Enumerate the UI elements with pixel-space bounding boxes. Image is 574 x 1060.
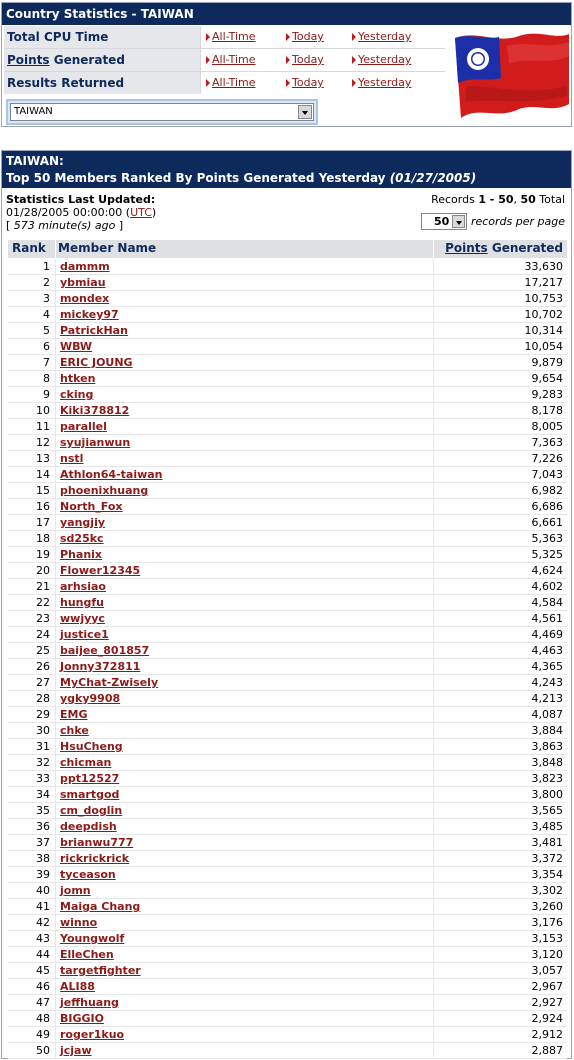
points-cell: 4,469 (531, 628, 563, 641)
member-name-link[interactable]: sd25kc (60, 532, 104, 545)
member-name-link[interactable]: HsuCheng (60, 740, 123, 753)
chevron-down-icon[interactable] (298, 105, 312, 119)
points-cell: 4,602 (531, 580, 563, 593)
member-name-link[interactable]: wwjyyc (60, 612, 105, 625)
rank-cell: 37 (36, 836, 50, 849)
member-name-link[interactable]: jeffhuang (60, 996, 119, 1009)
country-select-value: TAIWAN (14, 106, 53, 117)
points-yesterday-link[interactable]: Yesterday (350, 49, 411, 71)
records-per-page (421, 213, 565, 231)
member-name-link[interactable]: MyChat-Zwisely (60, 676, 159, 689)
table-row (8, 627, 567, 643)
table-row (8, 1027, 567, 1043)
ranking-table-body (8, 259, 567, 1059)
member-name-link[interactable]: ALI88 (60, 980, 95, 993)
cpu-time-yesterday-link[interactable]: Yesterday (350, 26, 411, 48)
table-row (8, 563, 567, 579)
ranking-heading-country: TAIWAN: (6, 154, 64, 168)
member-name-link[interactable]: Maiga Chang (60, 900, 141, 913)
rank-cell: 7 (43, 356, 50, 369)
rank-cell: 31 (36, 740, 50, 753)
table-row (8, 851, 567, 867)
points-cell: 7,363 (531, 436, 563, 449)
rank-cell: 5 (43, 324, 50, 337)
points-sort-link[interactable]: Points (445, 241, 488, 255)
rank-cell: 3 (43, 292, 50, 305)
member-name-link[interactable]: North_Fox (60, 500, 123, 513)
points-cell: 2,887 (531, 1044, 563, 1057)
points-cell: 3,863 (531, 740, 563, 753)
rank-cell: 1 (43, 260, 50, 273)
table-row (8, 819, 567, 835)
table-row (8, 915, 567, 931)
points-cell: 3,176 (531, 916, 563, 929)
points-cell: 9,654 (531, 372, 563, 385)
points-cell: 3,800 (531, 788, 563, 801)
rank-cell: 38 (36, 852, 50, 865)
member-name-link[interactable]: nstl (60, 452, 84, 465)
points-cell: 6,686 (531, 500, 563, 513)
table-row (8, 451, 567, 467)
points-cell: 4,463 (531, 644, 563, 657)
points-cell: 4,365 (531, 660, 563, 673)
table-row (8, 387, 567, 403)
member-name-link[interactable]: phoenixhuang (60, 484, 149, 497)
member-name-link[interactable]: cking (60, 388, 94, 401)
points-cell: 5,363 (531, 532, 563, 545)
points-cell: 3,354 (531, 868, 563, 881)
points-cell: 2,967 (531, 980, 563, 993)
points-cell: 7,226 (531, 452, 563, 465)
points-cell: 3,120 (531, 948, 563, 961)
member-name-link[interactable]: Athlon64-taiwan (60, 468, 163, 481)
rank-cell: 33 (36, 772, 50, 785)
table-row (8, 259, 567, 275)
member-name-link[interactable]: baijee_801857 (60, 644, 150, 657)
member-name-link[interactable]: targetfighter (60, 964, 141, 977)
country-statistics-panel (1, 2, 572, 127)
member-name-link[interactable]: justice1 (60, 628, 109, 641)
rank-cell: 36 (36, 820, 50, 833)
table-row (8, 691, 567, 707)
member-name-link[interactable]: EMG (60, 708, 88, 721)
table-row (8, 979, 567, 995)
stat-label-cpu-time: Total CPU Time (4, 26, 200, 48)
rank-cell: 13 (36, 452, 50, 465)
cpu-time-all-time-link[interactable]: All-Time (204, 26, 256, 48)
table-row (8, 291, 567, 307)
table-row (8, 323, 567, 339)
member-name-link[interactable]: chicman (60, 756, 112, 769)
table-row (8, 515, 567, 531)
table-row (8, 883, 567, 899)
column-header-member-name: Member Name (58, 241, 157, 255)
points-cell: 3,153 (531, 932, 563, 945)
ranking-heading-date: (01/27/2005) (389, 171, 477, 185)
points-cell: 6,982 (531, 484, 563, 497)
country-select[interactable] (10, 103, 314, 121)
table-row (8, 931, 567, 947)
rank-cell: 8 (43, 372, 50, 385)
points-cell: 33,630 (524, 260, 563, 273)
points-cell: 10,753 (524, 292, 563, 305)
points-all-time-link[interactable]: All-Time (204, 49, 256, 71)
table-row (8, 275, 567, 291)
rank-cell: 11 (36, 420, 50, 433)
table-row (8, 1043, 567, 1059)
member-name-link[interactable]: mickey97 (60, 308, 119, 321)
records-summary: Records 1 - 50, 50 Total (431, 193, 565, 206)
rank-cell: 15 (36, 484, 50, 497)
member-name-link[interactable]: ppt12527 (60, 772, 120, 785)
rank-cell: 28 (36, 692, 50, 705)
points-cell: 3,057 (531, 964, 563, 977)
member-name-link[interactable]: rickrickrick (60, 852, 130, 865)
points-cell: 3,884 (531, 724, 563, 737)
rank-cell: 35 (36, 804, 50, 817)
rank-cell: 50 (36, 1044, 50, 1057)
ranking-heading (2, 151, 571, 188)
points-help-link[interactable]: Points (7, 53, 50, 67)
member-name-link[interactable]: parallel (60, 420, 107, 433)
points-cell: 2,927 (531, 996, 563, 1009)
member-name-link[interactable]: Kiki378812 (60, 404, 130, 417)
member-name-link[interactable]: yangjiy (60, 516, 106, 529)
points-today-link[interactable]: Today (284, 49, 324, 71)
rank-cell: 34 (36, 788, 50, 801)
points-cell: 8,178 (531, 404, 563, 417)
rank-cell: 42 (36, 916, 50, 929)
rank-cell: 46 (36, 980, 50, 993)
rank-cell: 19 (36, 548, 50, 561)
stats-updated-time: 01/28/2005 00:00:00 (UTC) (6, 206, 157, 219)
utc-link[interactable]: UTC (130, 206, 152, 219)
table-row (8, 1011, 567, 1027)
rank-cell: 16 (36, 500, 50, 513)
rank-cell: 32 (36, 756, 50, 769)
member-name-link[interactable]: jcjaw (60, 1044, 92, 1057)
member-name-link[interactable]: Flower12345 (60, 564, 141, 577)
member-name-link[interactable]: Jonny372811 (60, 660, 141, 673)
rank-cell: 48 (36, 1012, 50, 1025)
rank-cell: 18 (36, 532, 50, 545)
column-header-rank: Rank (12, 241, 46, 255)
points-cell: 3,302 (531, 884, 563, 897)
rank-cell: 6 (43, 340, 50, 353)
table-row (8, 371, 567, 387)
rank-cell: 20 (36, 564, 50, 577)
member-name-link[interactable]: WBW (60, 340, 93, 353)
table-row (8, 339, 567, 355)
table-row (8, 787, 567, 803)
points-cell: 10,702 (524, 308, 563, 321)
taiwan-flag (447, 26, 572, 127)
points-cell: 3,372 (531, 852, 563, 865)
rank-cell: 47 (36, 996, 50, 1009)
rank-cell: 30 (36, 724, 50, 737)
rank-cell: 23 (36, 612, 50, 625)
table-row (8, 355, 567, 371)
member-name-link[interactable]: deepdish (60, 820, 117, 833)
table-row (8, 467, 567, 483)
table-row (8, 739, 567, 755)
table-row (8, 595, 567, 611)
table-row (8, 899, 567, 915)
table-row (8, 947, 567, 963)
table-row (8, 483, 567, 499)
points-cell: 3,481 (531, 836, 563, 849)
records-per-page-select[interactable]: 50 (421, 213, 467, 230)
cpu-time-today-link[interactable]: Today (284, 26, 324, 48)
rank-cell: 9 (43, 388, 50, 401)
member-name-link[interactable]: tyceason (60, 868, 116, 881)
results-today-link[interactable]: Today (284, 72, 324, 94)
table-row (8, 755, 567, 771)
table-row (8, 995, 567, 1011)
points-cell: 6,661 (531, 516, 563, 529)
stat-row-cpu-time (4, 26, 445, 49)
rank-cell: 49 (36, 1028, 50, 1041)
table-row (8, 707, 567, 723)
points-cell: 9,283 (531, 388, 563, 401)
table-row (8, 307, 567, 323)
rank-cell: 44 (36, 948, 50, 961)
table-row (8, 723, 567, 739)
rank-cell: 4 (43, 308, 50, 321)
member-name-link[interactable]: dammm (60, 260, 110, 273)
chevron-down-icon[interactable] (452, 215, 465, 228)
points-cell: 10,054 (524, 340, 563, 353)
records-per-page-label: records per page (470, 215, 565, 228)
points-cell: 2,912 (531, 1028, 563, 1041)
table-row (8, 771, 567, 787)
points-cell: 4,243 (531, 676, 563, 689)
points-cell: 4,624 (531, 564, 563, 577)
stat-label-results: Results Returned (4, 72, 200, 94)
table-row (8, 867, 567, 883)
country-statistics-title: Country Statistics - TAIWAN (2, 3, 571, 25)
points-cell: 3,260 (531, 900, 563, 913)
table-row (8, 499, 567, 515)
points-cell: 10,314 (524, 324, 563, 337)
rank-cell: 40 (36, 884, 50, 897)
rank-cell: 41 (36, 900, 50, 913)
member-name-link[interactable]: roger1kuo (60, 1028, 125, 1041)
points-cell: 3,823 (531, 772, 563, 785)
stats-updated-label: Statistics Last Updated: (6, 193, 156, 206)
points-cell: 3,565 (531, 804, 563, 817)
rank-cell: 12 (36, 436, 50, 449)
member-name-link[interactable]: chke (60, 724, 89, 737)
member-name-link[interactable]: mondex (60, 292, 110, 305)
table-row (8, 547, 567, 563)
member-name-link[interactable]: hungfu (60, 596, 104, 609)
member-name-link[interactable]: Youngwolf (60, 932, 125, 945)
points-cell: 3,485 (531, 820, 563, 833)
points-cell: 8,005 (531, 420, 563, 433)
member-name-link[interactable]: BIGGIO (60, 1012, 104, 1025)
points-cell: 5,325 (531, 548, 563, 561)
rank-cell: 10 (36, 404, 50, 417)
points-cell: 4,087 (531, 708, 563, 721)
member-name-link[interactable]: cm_doglin (60, 804, 123, 817)
rank-cell: 29 (36, 708, 50, 721)
ranking-table-header (8, 240, 567, 258)
member-name-link[interactable]: ybmiau (60, 276, 106, 289)
rank-cell: 25 (36, 644, 50, 657)
stats-updated-ago: [ 573 minute(s) ago ] (6, 219, 124, 232)
points-cell: 4,213 (531, 692, 563, 705)
rank-cell: 43 (36, 932, 50, 945)
points-cell: 9,879 (531, 356, 563, 369)
member-name-link[interactable]: Phanix (60, 548, 103, 561)
table-row (8, 643, 567, 659)
ranking-heading-title: Top 50 Members Ranked By Points Generated Yesterday (6, 171, 390, 185)
points-cell: 4,561 (531, 612, 563, 625)
table-row (8, 835, 567, 851)
member-name-link[interactable]: arhsiao (60, 580, 106, 593)
member-name-link[interactable]: htken (60, 372, 96, 385)
points-cell: 2,924 (531, 1012, 563, 1025)
rank-cell: 26 (36, 660, 50, 673)
country-select-container (6, 99, 318, 125)
table-row (8, 419, 567, 435)
table-row (8, 675, 567, 691)
rank-cell: 24 (36, 628, 50, 641)
table-row (8, 435, 567, 451)
points-cell: 7,043 (531, 468, 563, 481)
rank-cell: 45 (36, 964, 50, 977)
table-row (8, 611, 567, 627)
rank-cell: 2 (43, 276, 50, 289)
rank-cell: 21 (36, 580, 50, 593)
rank-cell: 27 (36, 676, 50, 689)
rank-cell: 39 (36, 868, 50, 881)
member-name-link[interactable]: ygky9908 (60, 692, 121, 705)
rank-cell: 17 (36, 516, 50, 529)
stat-label-points: Points Generated (4, 49, 200, 71)
table-row (8, 803, 567, 819)
column-header-points: Points Generated (445, 241, 563, 255)
table-row (8, 403, 567, 419)
member-name-link[interactable]: brianwu777 (60, 836, 134, 849)
results-yesterday-link[interactable]: Yesterday (350, 72, 411, 94)
member-name-link[interactable]: PatrickHan (60, 324, 128, 337)
taiwan-flag-icon (447, 26, 572, 127)
table-row (8, 963, 567, 979)
member-name-link[interactable]: ElleChen (60, 948, 114, 961)
results-all-time-link[interactable]: All-Time (204, 72, 256, 94)
rank-cell: 14 (36, 468, 50, 481)
member-name-link[interactable]: smartgod (60, 788, 120, 801)
points-cell: 4,584 (531, 596, 563, 609)
table-row (8, 659, 567, 675)
member-ranking-panel (1, 150, 572, 1059)
points-cell: 17,217 (524, 276, 563, 289)
rank-cell: 22 (36, 596, 50, 609)
member-name-link[interactable]: jomn (60, 884, 91, 897)
member-name-link[interactable]: ERIC JOUNG (60, 356, 133, 369)
points-cell: 3,848 (531, 756, 563, 769)
member-name-link[interactable]: syujianwun (60, 436, 131, 449)
stat-row-points (4, 49, 445, 72)
table-row (8, 579, 567, 595)
stat-row-results (4, 72, 445, 95)
table-row (8, 531, 567, 547)
member-name-link[interactable]: winno (60, 916, 98, 929)
